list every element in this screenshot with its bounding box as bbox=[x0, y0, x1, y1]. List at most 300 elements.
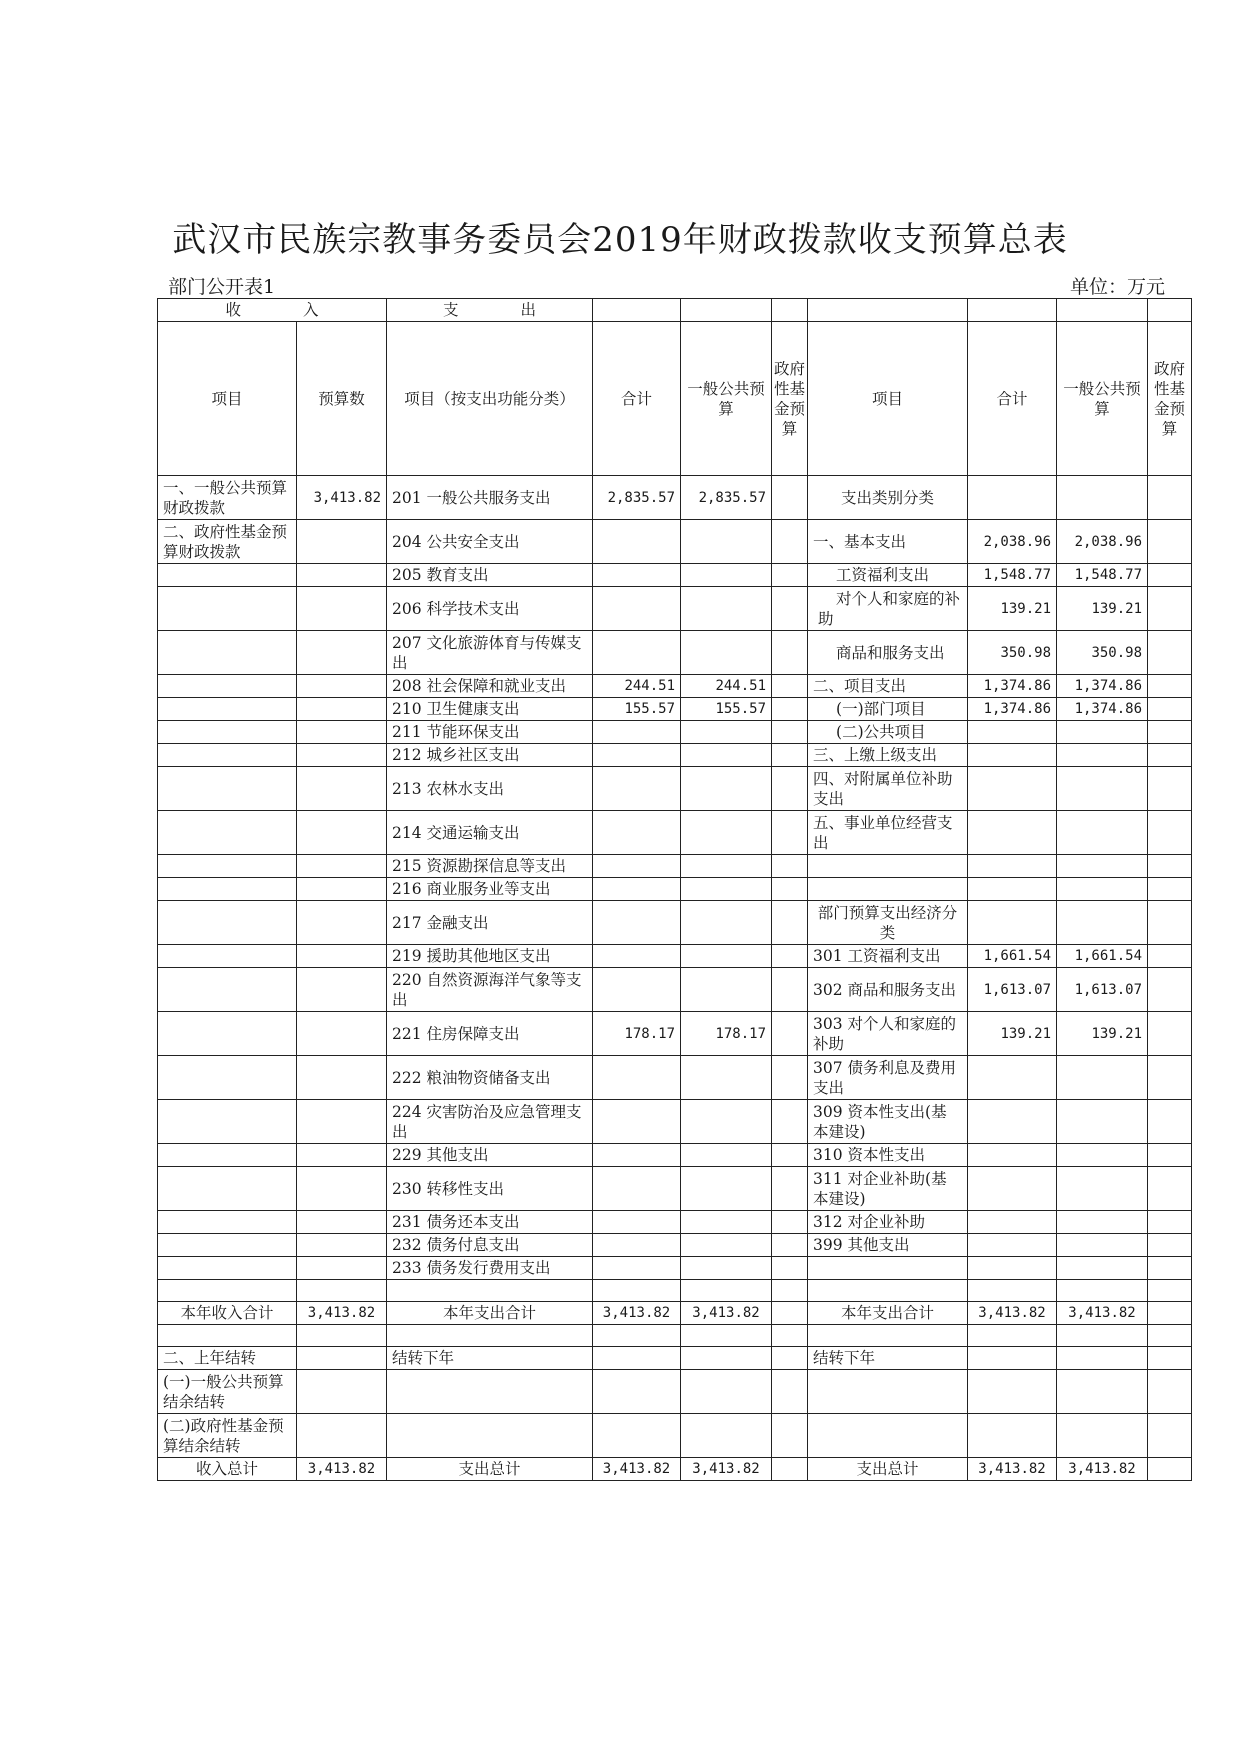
cell-general-budget bbox=[681, 878, 772, 901]
cell-expense-gov-fund-budget bbox=[1148, 1056, 1192, 1100]
cell-total bbox=[593, 1280, 681, 1302]
cell-income-item bbox=[158, 1012, 297, 1056]
cell-expense-total bbox=[968, 811, 1057, 855]
cell-expense-item: 部门预算支出经济分类 bbox=[808, 901, 968, 945]
cell-function-item: 215 资源勘探信息等支出 bbox=[387, 855, 593, 878]
cell-total bbox=[593, 564, 681, 587]
cell-gov-fund-budget bbox=[772, 744, 808, 767]
cell-function-item: 支出总计 bbox=[387, 1458, 593, 1481]
cell-expense-gov-fund-budget bbox=[1148, 1302, 1192, 1325]
cell-income-amount bbox=[297, 1347, 387, 1370]
cell-total: 178.17 bbox=[593, 1012, 681, 1056]
cell-expense-gov-fund-budget bbox=[1148, 721, 1192, 744]
cell-income-item bbox=[158, 564, 297, 587]
cell-total bbox=[593, 1211, 681, 1234]
cell-total bbox=[593, 721, 681, 744]
cell-function-item: 222 粮油物资储备支出 bbox=[387, 1056, 593, 1100]
cell-income-item bbox=[158, 587, 297, 631]
cell-income-amount bbox=[297, 520, 387, 564]
cell-gov-fund-budget bbox=[772, 1012, 808, 1056]
table-row bbox=[158, 1347, 1192, 1370]
cell-income-item bbox=[158, 968, 297, 1012]
cell-gov-fund-budget bbox=[772, 1100, 808, 1144]
cell-expense-general-budget bbox=[1057, 1325, 1148, 1347]
cell-expense-total: 3,413.82 bbox=[968, 1302, 1057, 1325]
cell-income-item: (一)一般公共预算结余结转 bbox=[158, 1370, 297, 1414]
cell-general-budget: 178.17 bbox=[681, 1012, 772, 1056]
cell-expense-gov-fund-budget bbox=[1148, 1414, 1192, 1458]
cell-expense-item bbox=[808, 878, 968, 901]
cell-expense-item: (一)部门项目 bbox=[808, 698, 968, 721]
cell-expense-general-budget bbox=[1057, 476, 1148, 520]
cell-total bbox=[593, 1144, 681, 1167]
cell-expense-general-budget: 1,374.86 bbox=[1057, 675, 1148, 698]
cell-expense-item: 一、基本支出 bbox=[808, 520, 968, 564]
cell-expense-general-budget bbox=[1057, 1257, 1148, 1280]
cell-total bbox=[593, 1370, 681, 1414]
table-row bbox=[158, 945, 1192, 968]
cell-total bbox=[593, 1257, 681, 1280]
cell-total: 3,413.82 bbox=[593, 1302, 681, 1325]
cell-income-amount bbox=[297, 968, 387, 1012]
cell-gov-fund-budget bbox=[772, 1414, 808, 1458]
cell-expense-general-budget bbox=[1057, 744, 1148, 767]
cell-expense-general-budget bbox=[1057, 1234, 1148, 1257]
cell-gov-fund-budget bbox=[772, 1280, 808, 1302]
cell-function-item: 205 教育支出 bbox=[387, 564, 593, 587]
table-row bbox=[158, 721, 1192, 744]
cell-income-item: 收入总计 bbox=[158, 1458, 297, 1481]
cell-function-item: 219 援助其他地区支出 bbox=[387, 945, 593, 968]
cell-expense-general-budget: 1,613.07 bbox=[1057, 968, 1148, 1012]
cell-general-budget bbox=[681, 855, 772, 878]
cell-total bbox=[593, 901, 681, 945]
table-row bbox=[158, 1325, 1192, 1347]
cell-expense-general-budget: 1,661.54 bbox=[1057, 945, 1148, 968]
cell-expense-item bbox=[808, 1257, 968, 1280]
cell-gov-fund-budget bbox=[772, 968, 808, 1012]
cell-function-item bbox=[387, 1280, 593, 1302]
cell-income-amount: 3,413.82 bbox=[297, 476, 387, 520]
cell-total bbox=[593, 968, 681, 1012]
cell-expense-total: 2,038.96 bbox=[968, 520, 1057, 564]
cell-gov-fund-budget bbox=[772, 1167, 808, 1211]
cell-income-amount bbox=[297, 878, 387, 901]
cell-income-item bbox=[158, 945, 297, 968]
cell-income-amount bbox=[297, 945, 387, 968]
cell-expense-item: 301 工资福利支出 bbox=[808, 945, 968, 968]
table-row bbox=[158, 878, 1192, 901]
cell-income-amount bbox=[297, 901, 387, 945]
table-row bbox=[158, 698, 1192, 721]
cell-general-budget bbox=[681, 1325, 772, 1347]
cell-function-item: 204 公共安全支出 bbox=[387, 520, 593, 564]
cell-expense-general-budget bbox=[1057, 901, 1148, 945]
cell-income-amount bbox=[297, 1325, 387, 1347]
cell-gov-fund-budget bbox=[772, 1347, 808, 1370]
header-general-budget-2: 一般公共预算 bbox=[1057, 322, 1148, 476]
cell-expense-total: 1,374.86 bbox=[968, 675, 1057, 698]
cell-income-item bbox=[158, 811, 297, 855]
cell-expense-total bbox=[968, 767, 1057, 811]
cell-expense-total bbox=[968, 1280, 1057, 1302]
cell-expense-general-budget bbox=[1057, 811, 1148, 855]
cell-income-amount bbox=[297, 1257, 387, 1280]
table-row bbox=[158, 1458, 1192, 1481]
cell-income-item bbox=[158, 855, 297, 878]
cell-expense-total bbox=[968, 901, 1057, 945]
cell-total bbox=[593, 1325, 681, 1347]
cell-income-item: 一、一般公共预算财政拨款 bbox=[158, 476, 297, 520]
cell-function-item: 224 灾害防治及应急管理支出 bbox=[387, 1100, 593, 1144]
cell-expense-item: 对个人和家庭的补助 bbox=[808, 587, 968, 631]
cell-income-item bbox=[158, 1257, 297, 1280]
cell-expense-gov-fund-budget bbox=[1148, 1370, 1192, 1414]
cell-total bbox=[593, 811, 681, 855]
cell-income-item bbox=[158, 744, 297, 767]
cell-function-item: 201 一般公共服务支出 bbox=[387, 476, 593, 520]
cell-general-budget bbox=[681, 587, 772, 631]
cell-income-amount bbox=[297, 698, 387, 721]
cell-expense-item: 四、对附属单位补助支出 bbox=[808, 767, 968, 811]
cell-expense-gov-fund-budget bbox=[1148, 675, 1192, 698]
cell-expense-general-budget: 1,548.77 bbox=[1057, 564, 1148, 587]
group-header-blank bbox=[1148, 299, 1192, 322]
cell-expense-total bbox=[968, 1234, 1057, 1257]
cell-gov-fund-budget bbox=[772, 1257, 808, 1280]
cell-income-item bbox=[158, 1325, 297, 1347]
cell-general-budget bbox=[681, 1257, 772, 1280]
cell-expense-general-budget: 1,374.86 bbox=[1057, 698, 1148, 721]
cell-expense-gov-fund-budget bbox=[1148, 945, 1192, 968]
cell-expense-item: 五、事业单位经营支出 bbox=[808, 811, 968, 855]
cell-function-item: 217 金融支出 bbox=[387, 901, 593, 945]
cell-expense-general-budget bbox=[1057, 1347, 1148, 1370]
cell-general-budget bbox=[681, 1347, 772, 1370]
cell-general-budget bbox=[681, 1370, 772, 1414]
cell-expense-general-budget bbox=[1057, 1211, 1148, 1234]
cell-expense-gov-fund-budget bbox=[1148, 1144, 1192, 1167]
budget-table bbox=[157, 298, 1192, 1481]
cell-general-budget: 155.57 bbox=[681, 698, 772, 721]
cell-expense-total bbox=[968, 878, 1057, 901]
cell-gov-fund-budget bbox=[772, 1370, 808, 1414]
table-row bbox=[158, 1257, 1192, 1280]
cell-income-amount bbox=[297, 631, 387, 675]
cell-total bbox=[593, 1167, 681, 1211]
cell-total bbox=[593, 945, 681, 968]
cell-expense-gov-fund-budget bbox=[1148, 1012, 1192, 1056]
cell-total bbox=[593, 1414, 681, 1458]
cell-gov-fund-budget bbox=[772, 1302, 808, 1325]
group-header-blank bbox=[772, 299, 808, 322]
cell-income-item bbox=[158, 1100, 297, 1144]
cell-expense-item: 399 其他支出 bbox=[808, 1234, 968, 1257]
cell-expense-general-budget bbox=[1057, 1144, 1148, 1167]
cell-function-item: 214 交通运输支出 bbox=[387, 811, 593, 855]
cell-gov-fund-budget bbox=[772, 1144, 808, 1167]
group-header-blank bbox=[681, 299, 772, 322]
cell-income-item: 二、上年结转 bbox=[158, 1347, 297, 1370]
cell-expense-total bbox=[968, 1257, 1057, 1280]
cell-expense-total bbox=[968, 855, 1057, 878]
cell-expense-total: 350.98 bbox=[968, 631, 1057, 675]
cell-income-amount bbox=[297, 721, 387, 744]
cell-expense-general-budget: 139.21 bbox=[1057, 1012, 1148, 1056]
table-row bbox=[158, 1211, 1192, 1234]
cell-expense-gov-fund-budget bbox=[1148, 631, 1192, 675]
cell-expense-total bbox=[968, 1414, 1057, 1458]
cell-general-budget bbox=[681, 1144, 772, 1167]
cell-general-budget bbox=[681, 811, 772, 855]
cell-expense-item: 302 商品和服务支出 bbox=[808, 968, 968, 1012]
cell-income-item bbox=[158, 767, 297, 811]
cell-gov-fund-budget bbox=[772, 587, 808, 631]
cell-expense-total bbox=[968, 476, 1057, 520]
cell-expense-item bbox=[808, 1280, 968, 1302]
cell-expense-gov-fund-budget bbox=[1148, 1280, 1192, 1302]
cell-expense-item bbox=[808, 855, 968, 878]
cell-income-amount bbox=[297, 767, 387, 811]
group-header-blank bbox=[1057, 299, 1148, 322]
cell-expense-item: 303 对个人和家庭的补助 bbox=[808, 1012, 968, 1056]
cell-expense-gov-fund-budget bbox=[1148, 1234, 1192, 1257]
cell-expense-gov-fund-budget bbox=[1148, 520, 1192, 564]
cell-total bbox=[593, 631, 681, 675]
cell-function-item: 207 文化旅游体育与传媒支出 bbox=[387, 631, 593, 675]
group-header-blank bbox=[968, 299, 1057, 322]
document-title: 武汉市民族宗教事务委员会2019年财政拨款收支预算总表 bbox=[172, 220, 1068, 260]
cell-function-item: 216 商业服务业等支出 bbox=[387, 878, 593, 901]
cell-gov-fund-budget bbox=[772, 878, 808, 901]
cell-total: 244.51 bbox=[593, 675, 681, 698]
cell-income-amount bbox=[297, 1144, 387, 1167]
table-row bbox=[158, 587, 1192, 631]
cell-income-item: 二、政府性基金预算财政拨款 bbox=[158, 520, 297, 564]
cell-general-budget bbox=[681, 767, 772, 811]
cell-expense-total bbox=[968, 1144, 1057, 1167]
cell-general-budget: 3,413.82 bbox=[681, 1458, 772, 1481]
cell-expense-item: 三、上缴上级支出 bbox=[808, 744, 968, 767]
cell-expense-gov-fund-budget bbox=[1148, 1325, 1192, 1347]
header-general-budget: 一般公共预算 bbox=[681, 322, 772, 476]
cell-expense-total bbox=[968, 1347, 1057, 1370]
table-row bbox=[158, 1012, 1192, 1056]
table-row bbox=[158, 901, 1192, 945]
cell-expense-item: 309 资本性支出(基本建设) bbox=[808, 1100, 968, 1144]
expense-group-header: 支 出 bbox=[387, 299, 593, 322]
cell-expense-general-budget bbox=[1057, 721, 1148, 744]
cell-gov-fund-budget bbox=[772, 811, 808, 855]
cell-total bbox=[593, 1347, 681, 1370]
cell-gov-fund-budget bbox=[772, 1211, 808, 1234]
cell-expense-item: 结转下年 bbox=[808, 1347, 968, 1370]
cell-expense-item: 310 资本性支出 bbox=[808, 1144, 968, 1167]
cell-expense-general-budget bbox=[1057, 878, 1148, 901]
cell-function-item: 233 债务发行费用支出 bbox=[387, 1257, 593, 1280]
table-row bbox=[158, 1144, 1192, 1167]
cell-income-item bbox=[158, 631, 297, 675]
header-function-item: 项目（按支出功能分类） bbox=[387, 322, 593, 476]
cell-function-item: 231 债务还本支出 bbox=[387, 1211, 593, 1234]
cell-general-budget bbox=[681, 744, 772, 767]
cell-function-item: 206 科学技术支出 bbox=[387, 587, 593, 631]
cell-income-amount bbox=[297, 744, 387, 767]
cell-total: 155.57 bbox=[593, 698, 681, 721]
cell-expense-gov-fund-budget bbox=[1148, 1257, 1192, 1280]
cell-income-amount bbox=[297, 855, 387, 878]
cell-income-item bbox=[158, 675, 297, 698]
cell-income-amount bbox=[297, 1280, 387, 1302]
header-gov-fund-budget: 政府性基金预算 bbox=[772, 322, 808, 476]
cell-general-budget bbox=[681, 631, 772, 675]
cell-general-budget bbox=[681, 1414, 772, 1458]
header-total: 合计 bbox=[593, 322, 681, 476]
cell-total bbox=[593, 1100, 681, 1144]
cell-expense-item: 二、项目支出 bbox=[808, 675, 968, 698]
cell-expense-total: 139.21 bbox=[968, 1012, 1057, 1056]
cell-expense-gov-fund-budget bbox=[1148, 878, 1192, 901]
cell-expense-general-budget: 139.21 bbox=[1057, 587, 1148, 631]
cell-income-item bbox=[158, 878, 297, 901]
table-row bbox=[158, 811, 1192, 855]
table-row bbox=[158, 1056, 1192, 1100]
cell-expense-gov-fund-budget bbox=[1148, 901, 1192, 945]
cell-expense-item: 本年支出合计 bbox=[808, 1302, 968, 1325]
cell-expense-general-budget: 3,413.82 bbox=[1057, 1302, 1148, 1325]
cell-general-budget bbox=[681, 1211, 772, 1234]
header-total-2: 合计 bbox=[968, 322, 1057, 476]
cell-function-item: 210 卫生健康支出 bbox=[387, 698, 593, 721]
cell-total bbox=[593, 1056, 681, 1100]
cell-income-item bbox=[158, 698, 297, 721]
cell-general-budget bbox=[681, 968, 772, 1012]
cell-gov-fund-budget bbox=[772, 520, 808, 564]
table-row bbox=[158, 675, 1192, 698]
cell-general-budget bbox=[681, 1056, 772, 1100]
cell-total bbox=[593, 587, 681, 631]
cell-expense-gov-fund-budget bbox=[1148, 587, 1192, 631]
cell-expense-total: 1,661.54 bbox=[968, 945, 1057, 968]
cell-gov-fund-budget bbox=[772, 767, 808, 811]
cell-income-amount bbox=[297, 1056, 387, 1100]
cell-general-budget: 3,413.82 bbox=[681, 1302, 772, 1325]
table-row bbox=[158, 1167, 1192, 1211]
cell-total bbox=[593, 855, 681, 878]
cell-expense-general-budget bbox=[1057, 1370, 1148, 1414]
cell-income-item bbox=[158, 901, 297, 945]
cell-function-item: 232 债务付息支出 bbox=[387, 1234, 593, 1257]
table-row bbox=[158, 1234, 1192, 1257]
cell-expense-gov-fund-budget bbox=[1148, 1347, 1192, 1370]
table-row bbox=[158, 564, 1192, 587]
table-row bbox=[158, 744, 1192, 767]
cell-expense-gov-fund-budget bbox=[1148, 564, 1192, 587]
cell-expense-general-budget: 2,038.96 bbox=[1057, 520, 1148, 564]
cell-gov-fund-budget bbox=[772, 476, 808, 520]
cell-function-item bbox=[387, 1414, 593, 1458]
table-row bbox=[158, 1370, 1192, 1414]
cell-general-budget bbox=[681, 1234, 772, 1257]
cell-expense-gov-fund-budget bbox=[1148, 811, 1192, 855]
cell-income-amount bbox=[297, 1211, 387, 1234]
cell-expense-item: (二)公共项目 bbox=[808, 721, 968, 744]
cell-expense-total: 139.21 bbox=[968, 587, 1057, 631]
cell-function-item: 本年支出合计 bbox=[387, 1302, 593, 1325]
header-budget-amount: 预算数 bbox=[297, 322, 387, 476]
cell-function-item: 211 节能环保支出 bbox=[387, 721, 593, 744]
cell-function-item: 220 自然资源海洋气象等支出 bbox=[387, 968, 593, 1012]
cell-gov-fund-budget bbox=[772, 721, 808, 744]
cell-expense-general-budget bbox=[1057, 855, 1148, 878]
cell-income-amount bbox=[297, 1234, 387, 1257]
cell-gov-fund-budget bbox=[772, 901, 808, 945]
cell-expense-total: 1,548.77 bbox=[968, 564, 1057, 587]
table-row bbox=[158, 1100, 1192, 1144]
cell-expense-total bbox=[968, 1325, 1057, 1347]
group-header-row bbox=[158, 299, 1192, 322]
cell-gov-fund-budget bbox=[772, 564, 808, 587]
cell-expense-general-budget bbox=[1057, 1100, 1148, 1144]
cell-general-budget bbox=[681, 1167, 772, 1211]
cell-expense-item: 商品和服务支出 bbox=[808, 631, 968, 675]
cell-income-amount bbox=[297, 675, 387, 698]
cell-function-item: 221 住房保障支出 bbox=[387, 1012, 593, 1056]
cell-general-budget bbox=[681, 945, 772, 968]
table-row bbox=[158, 968, 1192, 1012]
cell-expense-general-budget: 350.98 bbox=[1057, 631, 1148, 675]
cell-gov-fund-budget bbox=[772, 1458, 808, 1481]
cell-total bbox=[593, 878, 681, 901]
cell-gov-fund-budget bbox=[772, 698, 808, 721]
cell-expense-general-budget bbox=[1057, 1414, 1148, 1458]
cell-total bbox=[593, 1234, 681, 1257]
cell-expense-total: 1,613.07 bbox=[968, 968, 1057, 1012]
unit-label: 单位：万元 bbox=[1070, 276, 1166, 298]
cell-expense-item: 支出总计 bbox=[808, 1458, 968, 1481]
cell-income-amount bbox=[297, 811, 387, 855]
cell-income-item bbox=[158, 1056, 297, 1100]
cell-expense-total: 1,374.86 bbox=[968, 698, 1057, 721]
cell-general-budget bbox=[681, 1280, 772, 1302]
cell-expense-total bbox=[968, 1056, 1057, 1100]
cell-expense-gov-fund-budget bbox=[1148, 1167, 1192, 1211]
cell-income-amount bbox=[297, 564, 387, 587]
cell-expense-gov-fund-budget bbox=[1148, 476, 1192, 520]
cell-income-item: 本年收入合计 bbox=[158, 1302, 297, 1325]
cell-gov-fund-budget bbox=[772, 675, 808, 698]
table-row bbox=[158, 520, 1192, 564]
cell-expense-general-budget: 3,413.82 bbox=[1057, 1458, 1148, 1481]
cell-expense-item bbox=[808, 1414, 968, 1458]
cell-expense-total bbox=[968, 744, 1057, 767]
cell-expense-gov-fund-budget bbox=[1148, 698, 1192, 721]
cell-income-item bbox=[158, 1234, 297, 1257]
cell-gov-fund-budget bbox=[772, 855, 808, 878]
cell-income-item: (二)政府性基金预算结余结转 bbox=[158, 1414, 297, 1458]
cell-income-amount bbox=[297, 1370, 387, 1414]
cell-expense-item: 312 对企业补助 bbox=[808, 1211, 968, 1234]
cell-total: 3,413.82 bbox=[593, 1458, 681, 1481]
table-row bbox=[158, 767, 1192, 811]
header-gov-fund-budget-2: 政府性基金预算 bbox=[1148, 322, 1192, 476]
table-row bbox=[158, 855, 1192, 878]
cell-expense-general-budget bbox=[1057, 1280, 1148, 1302]
cell-expense-gov-fund-budget bbox=[1148, 1458, 1192, 1481]
cell-income-amount bbox=[297, 587, 387, 631]
cell-gov-fund-budget bbox=[772, 1234, 808, 1257]
cell-gov-fund-budget bbox=[772, 631, 808, 675]
